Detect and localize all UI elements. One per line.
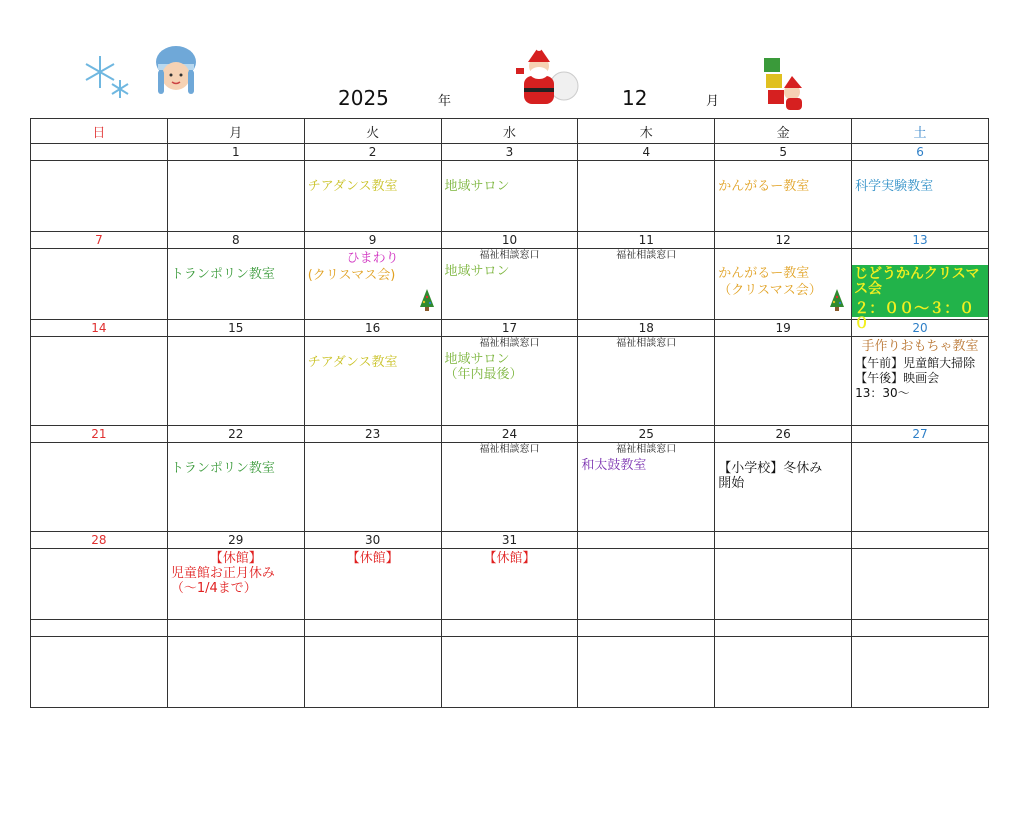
- date-cell: 25: [578, 426, 715, 443]
- event-christmas-party: （クリスマス会）: [718, 283, 822, 298]
- date-cell: 24: [441, 426, 578, 443]
- date-cell: 8: [167, 232, 304, 249]
- event-cell: [441, 249, 578, 320]
- date-row: [31, 620, 989, 637]
- date-cell: [578, 620, 715, 637]
- event-kangaroo: かんがるー教室: [718, 179, 810, 194]
- event-cell: [852, 161, 989, 232]
- event-cell: [441, 443, 578, 532]
- date-row: [31, 532, 989, 549]
- date-cell: [852, 532, 989, 549]
- date-row: [31, 232, 989, 249]
- event-closed: 【休館】: [483, 551, 536, 566]
- date-cell: 4: [578, 144, 715, 161]
- event-welfare-consult: 福祉相談窓口: [479, 250, 540, 261]
- date-row: [31, 426, 989, 443]
- date-cell: 23: [304, 426, 441, 443]
- event-cell: [31, 637, 168, 708]
- date-cell: 16: [304, 320, 441, 337]
- month-value: 12: [622, 86, 648, 110]
- date-row: [31, 144, 989, 161]
- event-cell: [31, 337, 168, 426]
- event-cell: [715, 337, 852, 426]
- event-welfare-consult: 福祉相談窓口: [479, 338, 540, 349]
- event-row: [31, 249, 989, 320]
- date-cell: 22: [167, 426, 304, 443]
- date-cell: [304, 620, 441, 637]
- weekday-header-row: [31, 119, 989, 144]
- event-cell: [304, 161, 441, 232]
- date-cell: [167, 620, 304, 637]
- event-new-year-holiday: 児童館お正月休み（～1/4まで）: [170, 566, 275, 596]
- event-cell: [852, 549, 989, 620]
- christmas-tree-icon: [419, 289, 435, 315]
- weekday-tue: 火: [304, 119, 441, 144]
- weekday-wed: 水: [441, 119, 578, 144]
- event-cell: [578, 249, 715, 320]
- event-cell: [715, 637, 852, 708]
- event-cell: [304, 337, 441, 426]
- santa-gift-icon: [756, 52, 812, 116]
- snowflake-icon: [82, 52, 132, 104]
- date-cell: [441, 620, 578, 637]
- date-cell: 7: [31, 232, 168, 249]
- date-cell: 1: [167, 144, 304, 161]
- date-cell: 30: [304, 532, 441, 549]
- event-row: [31, 337, 989, 426]
- event-cell: [852, 337, 989, 426]
- event-cell: [715, 249, 852, 320]
- event-welfare-consult: 福祉相談窓口: [616, 250, 677, 261]
- event-cell: [167, 549, 304, 620]
- weekday-sun: 日: [31, 119, 168, 144]
- date-cell: 5: [715, 144, 852, 161]
- date-cell: 28: [31, 532, 168, 549]
- child-winter-hat-icon: [154, 44, 198, 102]
- event-christmas-time: ２：００～３：００: [854, 299, 975, 332]
- month-label: 月: [706, 94, 720, 109]
- event-wadaiko: 和太鼓教室: [581, 458, 647, 473]
- event-winter-break-start: 開始: [718, 476, 745, 491]
- event-welfare-consult: 福祉相談窓口: [616, 444, 677, 455]
- date-cell: 17: [441, 320, 578, 337]
- date-cell: 19: [715, 320, 852, 337]
- event-cell: [167, 337, 304, 426]
- event-chiiki-salon: 地域サロン: [444, 264, 510, 279]
- event-jidoukan-christmas: じどうかんクリスマス会: [854, 266, 980, 297]
- date-cell: [852, 620, 989, 637]
- date-cell: 27: [852, 426, 989, 443]
- event-closed: 【休館】: [209, 551, 262, 566]
- date-cell: 6: [852, 144, 989, 161]
- event-row: [31, 161, 989, 232]
- event-cell: [167, 637, 304, 708]
- date-cell: [31, 620, 168, 637]
- event-row: [31, 549, 989, 620]
- date-cell: [31, 144, 168, 161]
- date-cell: 21: [31, 426, 168, 443]
- year-value: 2025: [338, 86, 389, 110]
- date-cell: 20: [852, 320, 989, 337]
- weekday-fri: 金: [715, 119, 852, 144]
- santa-icon: [512, 46, 580, 114]
- event-trampoline: トランポリン教室: [170, 267, 275, 282]
- event-cell: [167, 249, 304, 320]
- event-cell: [578, 161, 715, 232]
- event-cell: [304, 443, 441, 532]
- event-cell: [852, 443, 989, 532]
- date-cell: 11: [578, 232, 715, 249]
- event-row: [31, 443, 989, 532]
- event-cheerdance: チアダンス教室: [307, 179, 398, 194]
- date-cell: [715, 532, 852, 549]
- date-cell: 3: [441, 144, 578, 161]
- date-cell: [715, 620, 852, 637]
- date-cell: 2: [304, 144, 441, 161]
- weekday-thu: 木: [578, 119, 715, 144]
- event-closed: 【休館】: [346, 551, 399, 566]
- date-cell: 15: [167, 320, 304, 337]
- weekday-mon: 月: [167, 119, 304, 144]
- date-cell: 12: [715, 232, 852, 249]
- event-last-of-year: （年内最後）: [444, 367, 523, 382]
- event-cell: [852, 249, 989, 332]
- event-cell: [441, 337, 578, 426]
- date-cell: 31: [441, 532, 578, 549]
- event-cell: [715, 443, 852, 532]
- event-cell: [304, 549, 441, 620]
- date-cell: 29: [167, 532, 304, 549]
- weekday-sat: 土: [852, 119, 989, 144]
- event-cell: [31, 443, 168, 532]
- event-morning-cleaning: 【午前】児童館大掃除: [855, 356, 976, 370]
- date-cell: 10: [441, 232, 578, 249]
- event-cell: [715, 161, 852, 232]
- date-cell: 14: [31, 320, 168, 337]
- event-cell: [715, 549, 852, 620]
- event-cell: [578, 337, 715, 426]
- event-christmas-party: (クリスマス会): [307, 268, 396, 283]
- event-cell: [578, 637, 715, 708]
- event-chiiki-salon: 地域サロン: [444, 179, 510, 194]
- event-chiiki-salon: 地域サロン: [444, 352, 510, 367]
- event-kangaroo: かんがるー教室: [718, 266, 810, 281]
- event-science: 科学実験教室: [855, 179, 934, 194]
- event-cheerdance: チアダンス教室: [307, 355, 398, 370]
- date-cell: 26: [715, 426, 852, 443]
- event-winter-break: 【小学校】冬休み: [718, 461, 823, 476]
- year-label: 年: [438, 94, 452, 109]
- date-cell: 13: [852, 232, 989, 249]
- date-cell: 18: [578, 320, 715, 337]
- event-welfare-consult: 福祉相談窓口: [479, 444, 540, 455]
- jidoukan-christmas-banner: [852, 265, 988, 332]
- event-cell: [578, 443, 715, 532]
- date-row: [31, 320, 989, 337]
- event-cell: [578, 549, 715, 620]
- event-cell: [167, 443, 304, 532]
- date-cell: 9: [304, 232, 441, 249]
- event-row: [31, 637, 989, 708]
- event-cell: [304, 249, 441, 320]
- event-himawari: ひまわり: [346, 251, 399, 266]
- event-cell: [31, 549, 168, 620]
- event-cell: [31, 249, 168, 320]
- event-cell: [31, 161, 168, 232]
- event-welfare-consult: 福祉相談窓口: [616, 338, 677, 349]
- calendar-grid: [30, 118, 989, 708]
- event-cell: [852, 637, 989, 708]
- event-cell: [441, 637, 578, 708]
- event-trampoline: トランポリン教室: [170, 461, 275, 476]
- event-cell: [441, 161, 578, 232]
- christmas-tree-icon: [829, 289, 845, 315]
- event-cell: [304, 637, 441, 708]
- event-movie-time: 13：30～: [855, 386, 910, 400]
- event-handmade-toys: 手作りおもちゃ教室: [861, 339, 979, 354]
- date-cell: [578, 532, 715, 549]
- event-cell: [441, 549, 578, 620]
- event-afternoon-movie: 【午後】映画会: [855, 371, 940, 385]
- event-cell: [167, 161, 304, 232]
